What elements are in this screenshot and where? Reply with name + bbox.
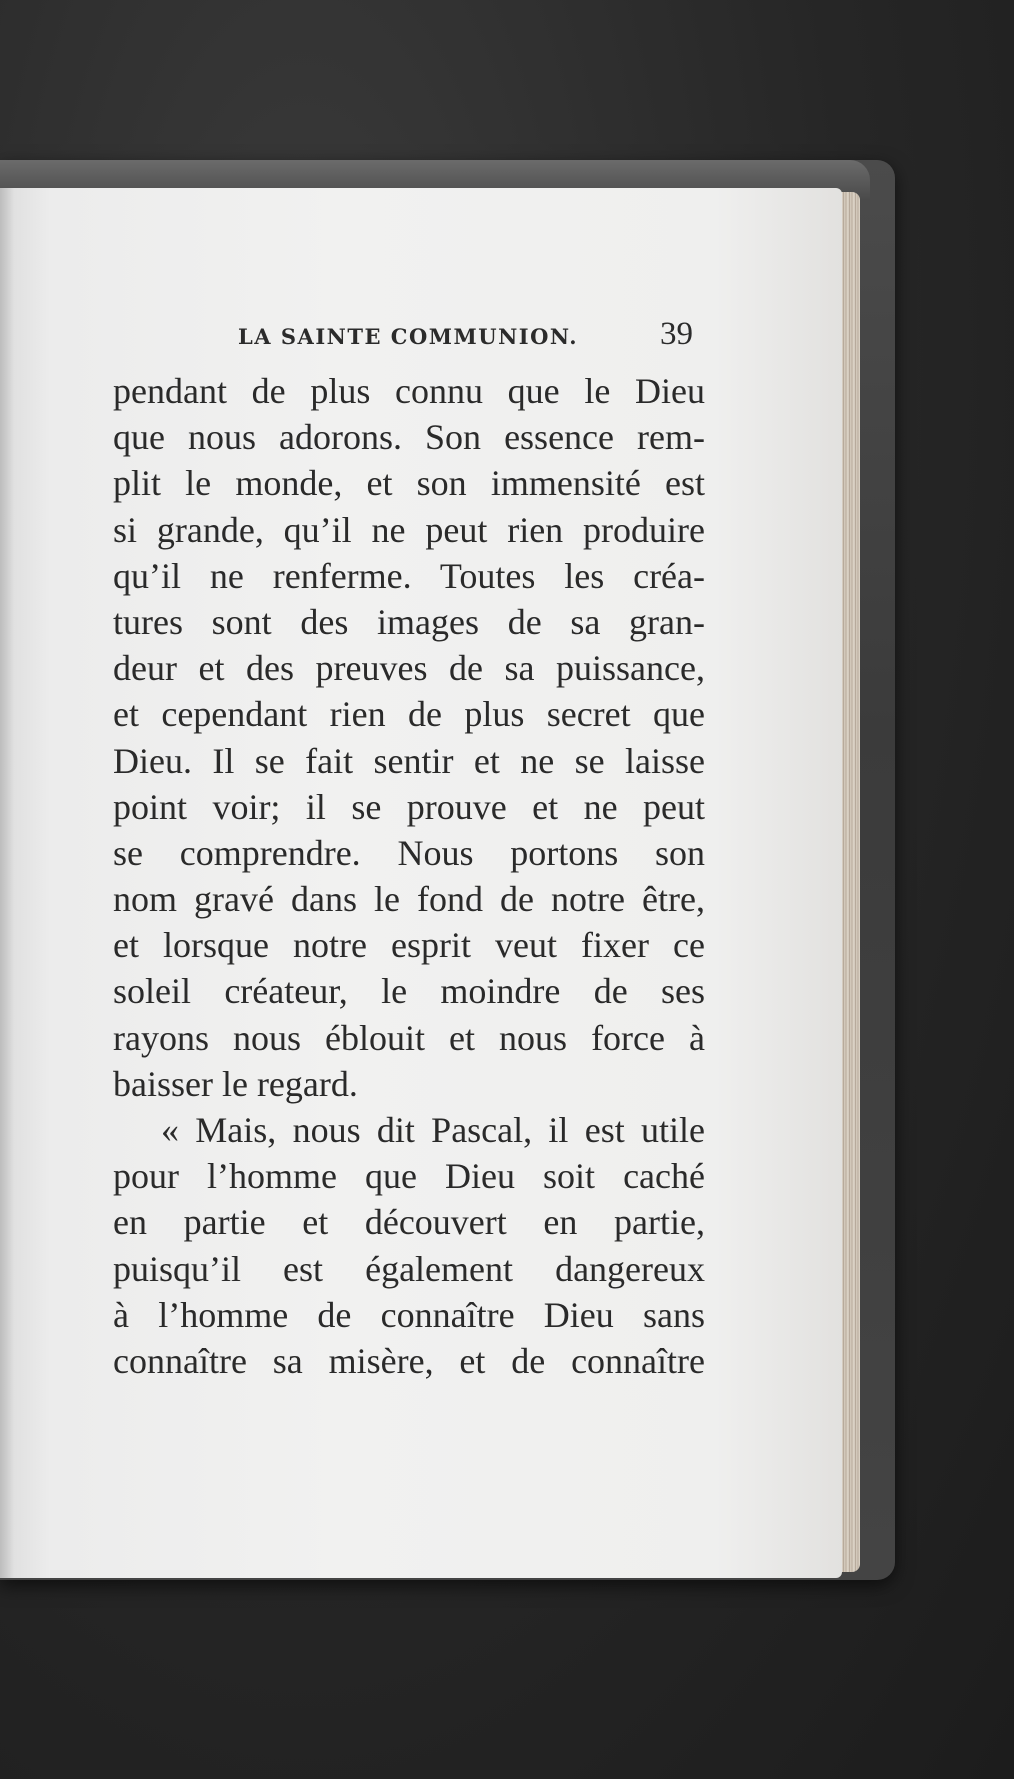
text-line: point voir; il se prouve et ne peut (113, 786, 705, 827)
text-line: et lorsque notre esprit veut fixer ce (113, 925, 705, 966)
text-line: et cependant rien de plus secret que (113, 694, 705, 735)
text-line: se comprendre. Nous portons son (113, 832, 705, 873)
text-line: deur et des preuves de sa puissance, (113, 648, 705, 689)
text-line: à l’homme de connaître Dieu sans (113, 1294, 705, 1335)
text-line: puisqu’il est également dangereux (113, 1248, 705, 1289)
text-line: pendant de plus connu que le Dieu (113, 371, 705, 411)
text-line: tures sont des images de sa gran- (113, 601, 705, 642)
running-head: LA SAINTE COMMUNION. (238, 324, 579, 349)
page-header (0, 318, 706, 358)
text-line: baisser le regard. (113, 1063, 358, 1104)
page-number: 39 (660, 316, 693, 352)
text-line: pour l’homme que Dieu soit caché (113, 1156, 705, 1197)
text-line: que nous adorons. Son essence rem- (113, 417, 705, 458)
text-line: connaître sa misère, et de connaître (113, 1340, 705, 1381)
text-line: plit le monde, et son immensité est (113, 463, 705, 504)
text-line: « Mais, nous dit Pascal, il est utile (161, 1110, 705, 1150)
text-line: rayons nous éblouit et nous force à (113, 1017, 705, 1058)
text-line: soleil créateur, le moindre de ses (113, 971, 705, 1012)
text-line: si grande, qu’il ne peut rien produire (113, 509, 705, 550)
body-text (113, 368, 705, 1384)
text-line: nom gravé dans le fond de notre être, (113, 879, 705, 920)
text-line: en partie et découvert en partie, (113, 1202, 705, 1243)
text-line: Dieu. Il se fait sentir et ne se laisse (113, 740, 705, 781)
text-line: qu’il ne renferme. Toutes les créa- (113, 555, 705, 596)
page-gutter-shadow (0, 188, 14, 1578)
